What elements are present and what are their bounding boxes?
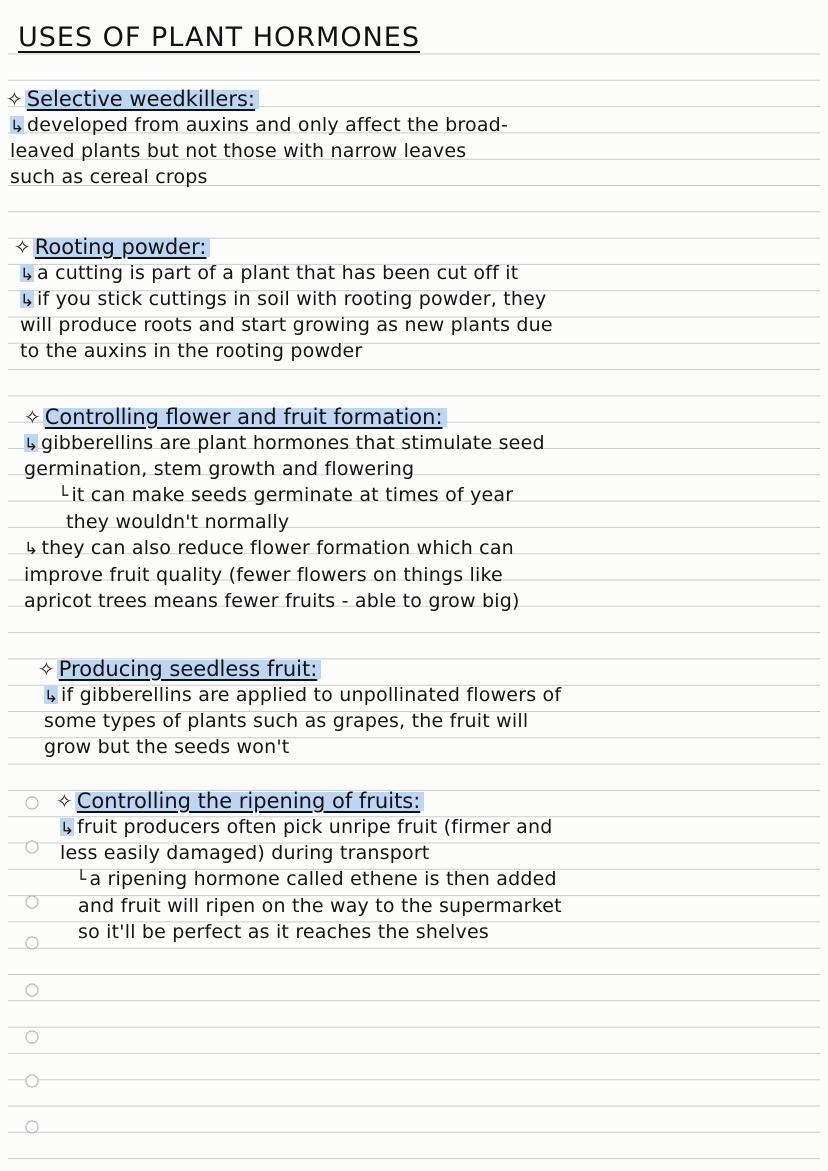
note-line: grow but the seeds won't — [44, 736, 290, 758]
binder-hole — [26, 1031, 38, 1043]
arrow-bullet-icon: ↳ — [24, 539, 39, 559]
star-icon: ✧ — [38, 657, 55, 681]
arrow-bullet-icon: ↳ — [10, 117, 25, 137]
arrow-bullet-icon: ↳ — [24, 435, 39, 455]
arrow-bullet-icon: ↳ — [44, 687, 59, 707]
note-line: to the auxins in the rooting powder — [20, 340, 363, 362]
section-heading: Producing seedless fruit: — [57, 656, 322, 682]
note-line: will produce roots and start growing as new plants due — [20, 314, 553, 336]
note-line: improve fruit quality (fewer flowers on things like — [24, 564, 503, 586]
note-line: and fruit will ripen on the way to the supermarket — [78, 895, 562, 917]
note-line: └ a ripening hormone called ethene is then added — [56, 866, 562, 893]
arrow-bullet-icon: ↳ — [20, 291, 35, 311]
section-selective-weedkillers — [6, 86, 508, 190]
star-icon: ✧ — [6, 87, 23, 111]
note-line: apricot trees means fewer fruits - able to grow big) — [24, 590, 520, 612]
arrow-bullet-icon: ↳ — [60, 819, 75, 839]
section-heading: Rooting powder: — [33, 234, 211, 260]
note-line: ↳ developed from auxins and only affect the broad- — [10, 114, 509, 137]
note-line: ↳ they can also reduce flower formation which can — [24, 535, 545, 562]
note-line: ↳ if you stick cuttings in soil with rooting powder, they — [20, 288, 547, 311]
section-heading: Controlling the ripening of fruits: — [75, 788, 425, 814]
note-line: └ it can make seeds germinate at times of year — [24, 482, 545, 509]
binder-hole — [26, 1121, 38, 1133]
section-seedless-fruit — [38, 656, 561, 760]
section-rooting-powder — [14, 234, 553, 364]
section-ripening-fruits — [56, 788, 562, 945]
note-line: ↳ a cutting is part of a plant that has been cut off it — [20, 262, 519, 285]
note-line: ↳ if gibberellins are applied to unpollinated flowers of — [44, 684, 562, 707]
note-line: ↳ gibberellins are plant hormones that stimulate seed — [24, 432, 545, 455]
binder-hole — [26, 797, 38, 809]
note-line: so it'll be perfect as it reaches the shelves — [78, 921, 489, 943]
binder-hole — [26, 937, 38, 949]
binder-hole — [26, 841, 38, 853]
section-heading: Controlling flower and fruit formation: — [43, 404, 447, 430]
section-heading: Selective weedkillers: — [25, 86, 259, 112]
sub-bullet-icon: └ — [58, 486, 69, 506]
page-title: USES OF PLANT HORMONES — [18, 22, 420, 53]
binder-hole — [26, 1075, 38, 1087]
note-line: they wouldn't normally — [66, 511, 290, 533]
arrow-bullet-icon: ↳ — [20, 265, 35, 285]
binder-holes — [26, 797, 38, 1133]
star-icon: ✧ — [14, 235, 31, 259]
note-line: leaved plants but not those with narrow leaves — [10, 140, 467, 162]
sub-bullet-icon: └ — [76, 870, 87, 890]
star-icon: ✧ — [56, 789, 73, 813]
note-line: less easily damaged) during transport — [60, 842, 430, 864]
note-line: such as cereal crops — [10, 166, 208, 188]
note-line: some types of plants such as grapes, the fruit will — [44, 710, 529, 732]
binder-hole — [26, 984, 38, 996]
star-icon: ✧ — [24, 405, 41, 429]
section-flower-fruit-formation — [24, 404, 545, 614]
note-line: germination, stem growth and flowering — [24, 458, 415, 480]
binder-hole — [26, 896, 38, 908]
note-line: ↳ fruit producers often pick unripe fruit (firmer and — [60, 816, 553, 839]
